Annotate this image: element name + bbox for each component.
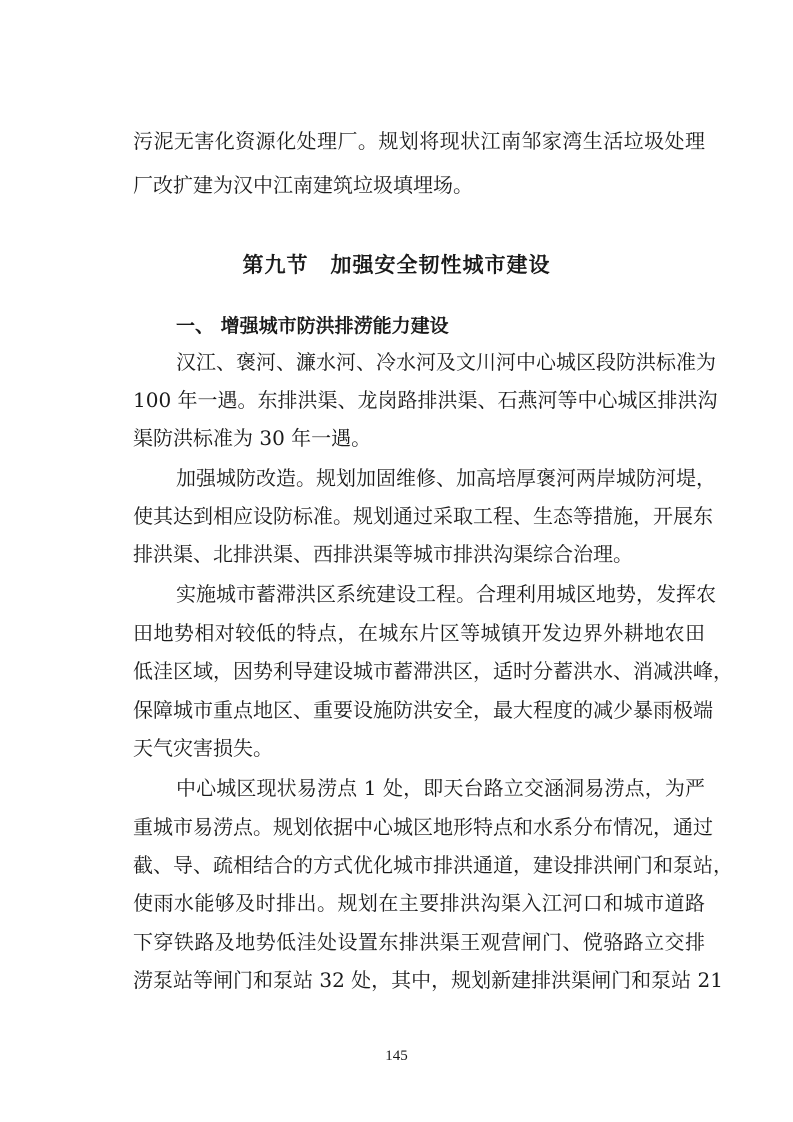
paragraph-line: 低洼区域，因势利导建设城市蓄滞洪区，适时分蓄洪水、消减洪峰， (133, 659, 733, 683)
paragraph-line: 保障城市重点地区、重要设施防洪安全，最大程度的减少暴雨极端 (133, 698, 713, 722)
paragraph-line: 天气灾害损失。 (133, 736, 273, 760)
paragraph-line: 使其达到相应设防标准。规划通过采取工程、生态等措施，开展东 (133, 504, 713, 528)
paragraph-line: 重城市易涝点。规划依据中心城区地形特点和水系分布情况，通过 (133, 815, 713, 839)
paragraph-line: 汉江、褒河、濂水河、冷水河及文川河中心城区段防洪标准为 (176, 350, 716, 374)
paragraph-line: 涝泵站等闸门和泵站 32 处，其中，规划新建排洪渠闸门和泵站 21 (133, 968, 723, 992)
subsection-title: 一、 增强城市防洪排涝能力建设 (176, 315, 449, 337)
section-title: 第九节 加强安全韧性城市建设 (242, 253, 551, 277)
page-number: 145 (385, 1048, 408, 1064)
body-line: 污泥无害化资源化处理厂。规划将现状江南邹家湾生活垃圾处理 (133, 129, 705, 153)
paragraph-line: 排洪渠、北排洪渠、西排洪渠等城市排洪沟渠综合治理。 (133, 542, 633, 566)
paragraph-line: 实施城市蓄滞洪区系统建设工程。合理利用城区地势，发挥农 (176, 582, 716, 606)
paragraph-line: 渠防洪标准为 30 年一遇。 (133, 426, 372, 450)
paragraph-line: 加强城防改造。规划加固维修、加高培厚褒河两岸城防河堤， (176, 466, 716, 490)
paragraph-line: 下穿铁路及地势低洼处设置东排洪渠王观营闸门、傥骆路立交排 (133, 930, 705, 954)
body-line: 厂改扩建为汉中江南建筑垃圾填埋场。 (133, 173, 473, 197)
paragraph-line: 100 年一遇。东排洪渠、龙岗路排洪渠、石燕河等中心城区排洪沟 (133, 388, 718, 412)
paragraph-line: 使雨水能够及时排出。规划在主要排洪沟渠入江河口和城市道路 (133, 891, 705, 915)
paragraph-line: 中心城区现状易涝点 1 处，即天台路立交涵洞易涝点，为严 (176, 776, 705, 800)
paragraph-line: 截、导、疏相结合的方式优化城市排洪通道，建设排洪闸门和泵站， (133, 853, 733, 877)
paragraph-line: 田地势相对较低的特点，在城东片区等城镇开发边界外耕地农田 (133, 621, 705, 645)
